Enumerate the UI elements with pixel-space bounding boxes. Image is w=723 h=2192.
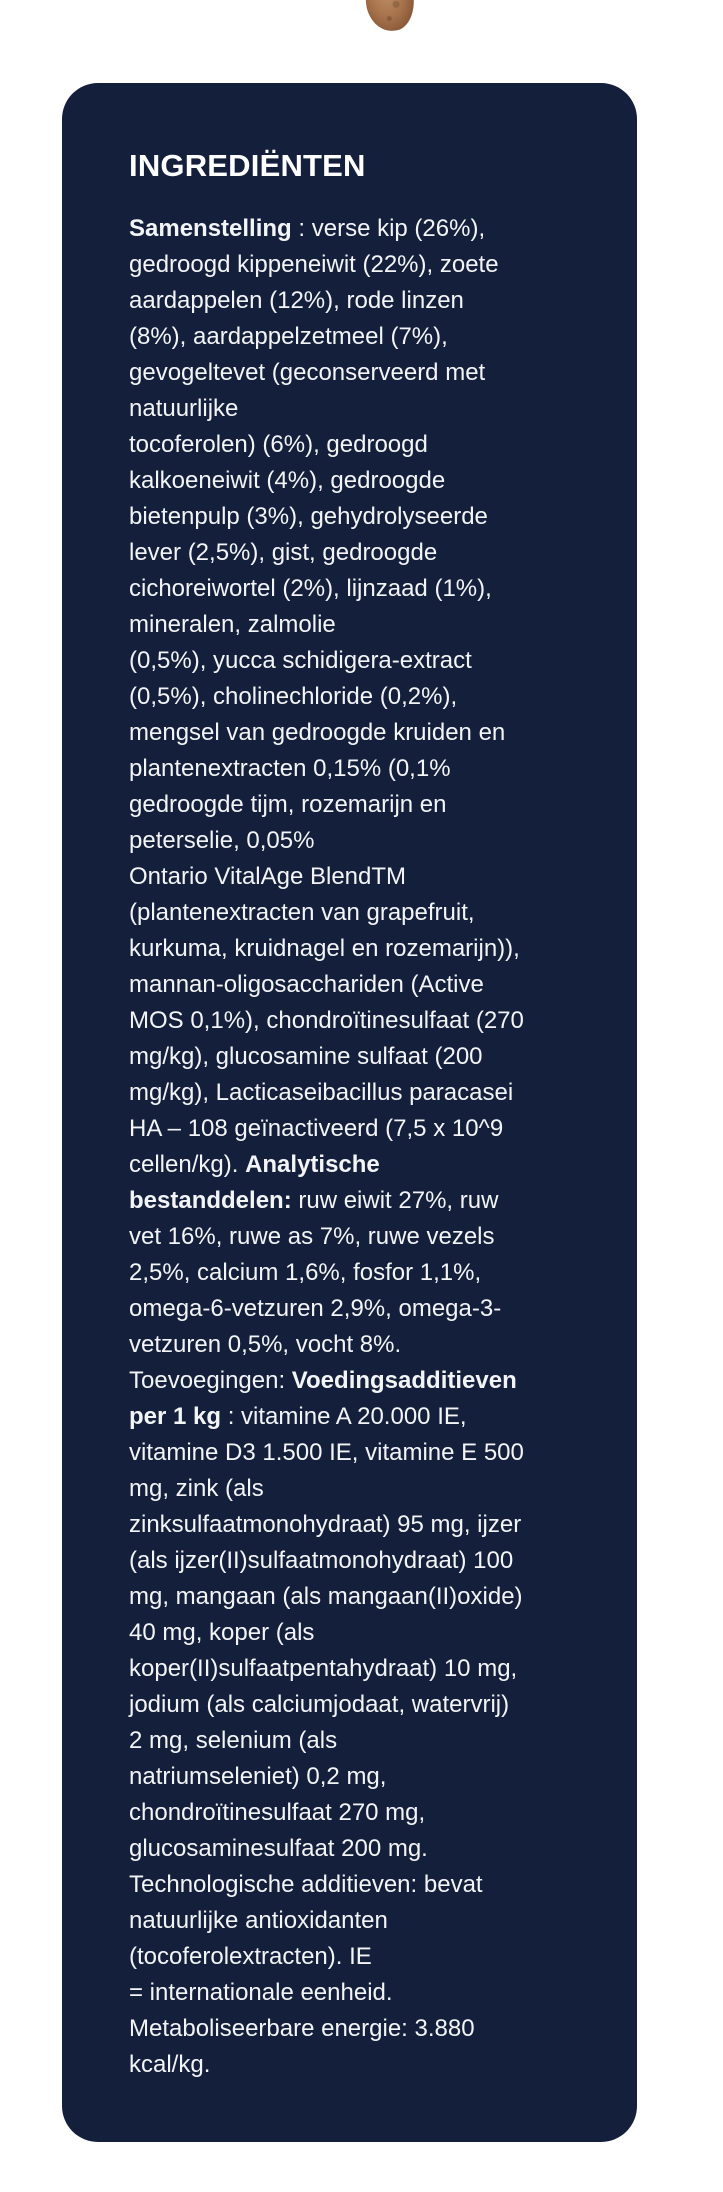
ingredients-line xyxy=(129,895,599,931)
ingredients-segment: plantenextracten 0,15% (0,1% xyxy=(129,755,451,782)
ingredients-line xyxy=(129,1939,599,1975)
ingredients-line xyxy=(129,859,599,895)
ingredients-line xyxy=(129,1399,599,1435)
ingredients-line xyxy=(129,1111,599,1147)
ingredients-segment: jodium (als calciumjodaat, watervrij) xyxy=(129,1691,510,1718)
ingredients-line xyxy=(129,1867,599,1903)
ingredients-segment: gedroogde tijm, rozemarijn en xyxy=(129,791,447,818)
ingredients-line xyxy=(129,1795,599,1831)
ingredients-line xyxy=(129,1435,599,1471)
ingredients-line xyxy=(129,787,599,823)
ingredients-line xyxy=(129,1255,599,1291)
ingredients-line xyxy=(129,535,599,571)
ingredients-line xyxy=(129,643,599,679)
ingredients-line xyxy=(129,1075,599,1111)
ingredients-line xyxy=(129,1651,599,1687)
ingredients-segment: mengsel van gedroogde kruiden en xyxy=(129,719,506,746)
ingredients-segment: Technologische additieven: bevat xyxy=(129,1871,483,1898)
ingredients-segment-bold: Analytische xyxy=(245,1151,380,1178)
ingredients-segment-bold: bestanddelen: xyxy=(129,1187,292,1214)
ingredients-line xyxy=(129,499,599,535)
ingredients-segment: glucosaminesulfaat 200 mg. xyxy=(129,1835,428,1862)
ingredients-line xyxy=(129,1615,599,1651)
ingredients-segment-bold: Voedingsadditieven xyxy=(291,1367,517,1394)
ingredients-segment: tocoferolen) (6%), gedroogd xyxy=(129,431,428,458)
ingredients-segment: (plantenextracten van grapefruit, xyxy=(129,899,475,926)
ingredients-segment: vitamine D3 1.500 IE, vitamine E 500 xyxy=(129,1439,524,1466)
ingredients-segment: HA – 108 geïnactiveerd (7,5 x 10^9 xyxy=(129,1115,504,1142)
ingredients-line xyxy=(129,1291,599,1327)
ingredients-line xyxy=(129,607,599,643)
ingredients-line xyxy=(129,571,599,607)
ingredients-card xyxy=(62,83,637,2142)
ingredients-line xyxy=(129,247,599,283)
ingredients-line xyxy=(129,751,599,787)
ingredients-segment: (0,5%), yucca schidigera-extract xyxy=(129,647,472,674)
ingredients-segment: Metaboliseerbare energie: 3.880 xyxy=(129,2015,475,2042)
ingredients-line xyxy=(129,967,599,1003)
ingredients-line xyxy=(129,1327,599,1363)
ingredients-segment: : vitamine A 20.000 IE, xyxy=(221,1403,467,1430)
ingredients-line xyxy=(129,1039,599,1075)
ingredients-segment: mineralen, zalmolie xyxy=(129,611,336,638)
ingredients-segment: peterselie, 0,05% xyxy=(129,827,315,854)
ingredients-line xyxy=(129,463,599,499)
ingredients-line xyxy=(129,1579,599,1615)
ingredients-segment: mannan-oligosacchariden (Active xyxy=(129,971,484,998)
ingredients-segment: : verse kip (26%), xyxy=(291,215,486,242)
ingredients-line xyxy=(129,427,599,463)
ingredients-line xyxy=(129,1363,599,1399)
ingredients-line xyxy=(129,2047,599,2083)
ingredients-line xyxy=(129,1831,599,1867)
ingredients-line xyxy=(129,679,599,715)
ingredients-line xyxy=(129,391,599,427)
ingredients-line xyxy=(129,1183,599,1219)
ingredients-heading: INGREDIËNTEN xyxy=(129,148,366,183)
ingredients-segment: bietenpulp (3%), gehydrolyseerde xyxy=(129,503,488,530)
ingredients-segment: aardappelen (12%), rode linzen xyxy=(129,287,464,314)
ingredients-line xyxy=(129,1723,599,1759)
ingredients-line xyxy=(129,355,599,391)
ingredients-segment: 2 mg, selenium (als xyxy=(129,1727,338,1754)
ingredients-segment: (tocoferolextracten). IE xyxy=(129,1943,372,1970)
ingredients-segment: natriumseleniet) 0,2 mg, xyxy=(129,1763,387,1790)
ingredients-segment: koper(II)sulfaatpentahydraat) 10 mg, xyxy=(129,1655,518,1682)
ingredients-line xyxy=(129,1975,599,2011)
ingredients-line xyxy=(129,1759,599,1795)
ingredients-line xyxy=(129,1147,599,1183)
ingredients-segment-bold: per 1 kg xyxy=(129,1403,222,1430)
ingredients-segment: mg, mangaan (als mangaan(II)oxide) xyxy=(129,1583,523,1610)
ingredients-segment: (als ijzer(II)sulfaatmonohydraat) 100 xyxy=(129,1547,514,1574)
ingredients-segment: omega-6-vetzuren 2,9%, omega-3- xyxy=(129,1295,502,1322)
ingredients-segment: zinksulfaatmonohydraat) 95 mg, ijzer xyxy=(129,1511,522,1538)
ingredients-line xyxy=(129,823,599,859)
ingredients-segment: gedroogd kippeneiwit (22%), zoete xyxy=(129,251,499,278)
ingredients-segment: Ontario VitalAge BlendTM xyxy=(129,863,407,890)
ingredients-segment: = internationale eenheid. xyxy=(129,1979,393,2006)
ingredients-line xyxy=(129,1507,599,1543)
ingredients-segment-bold: Samenstelling xyxy=(129,215,292,242)
ingredients-segment: cellen/kg). xyxy=(129,1151,246,1178)
ingredients-segment: (8%), aardappelzetmeel (7%), xyxy=(129,323,448,350)
ingredients-line xyxy=(129,1471,599,1507)
ingredients-line xyxy=(129,2011,599,2047)
ingredients-line xyxy=(129,1219,599,1255)
ingredients-segment: mg/kg), glucosamine sulfaat (200 xyxy=(129,1043,483,1070)
ingredients-segment: Toevoegingen: xyxy=(129,1367,292,1394)
ingredients-segment: (0,5%), cholinechloride (0,2%), xyxy=(129,683,458,710)
ingredients-line xyxy=(129,1687,599,1723)
ingredients-line xyxy=(129,1003,599,1039)
ingredients-line xyxy=(129,283,599,319)
ingredients-line xyxy=(129,1543,599,1579)
kibble-image xyxy=(363,0,417,33)
ingredients-text xyxy=(129,211,599,2083)
ingredients-segment: mg/kg), Lacticaseibacillus paracasei xyxy=(129,1079,514,1106)
ingredients-segment: chondroïtinesulfaat 270 mg, xyxy=(129,1799,426,1826)
ingredients-segment: 2,5%, calcium 1,6%, fosfor 1,1%, xyxy=(129,1259,482,1286)
ingredients-segment: kcal/kg. xyxy=(129,2051,211,2078)
ingredients-segment: lever (2,5%), gist, gedroogde xyxy=(129,539,438,566)
ingredients-segment: MOS 0,1%), chondroïtinesulfaat (270 xyxy=(129,1007,524,1034)
ingredients-segment: vetzuren 0,5%, vocht 8%. xyxy=(129,1331,402,1358)
ingredients-segment: mg, zink (als xyxy=(129,1475,264,1502)
ingredients-line xyxy=(129,931,599,967)
ingredients-line xyxy=(129,319,599,355)
ingredients-segment: ruw eiwit 27%, ruw xyxy=(291,1187,499,1214)
ingredients-segment: natuurlijke xyxy=(129,395,239,422)
ingredients-line xyxy=(129,715,599,751)
ingredients-segment: kalkoeneiwit (4%), gedroogde xyxy=(129,467,446,494)
ingredients-segment: natuurlijke antioxidanten xyxy=(129,1907,388,1934)
ingredients-segment: kurkuma, kruidnagel en rozemarijn)), xyxy=(129,935,520,962)
ingredients-segment: vet 16%, ruwe as 7%, ruwe vezels xyxy=(129,1223,495,1250)
ingredients-segment: gevogeltevet (geconserveerd met xyxy=(129,359,486,386)
ingredients-line xyxy=(129,1903,599,1939)
ingredients-segment: 40 mg, koper (als xyxy=(129,1619,315,1646)
ingredients-segment: cichoreiwortel (2%), lijnzaad (1%), xyxy=(129,575,492,602)
ingredients-line xyxy=(129,211,599,247)
